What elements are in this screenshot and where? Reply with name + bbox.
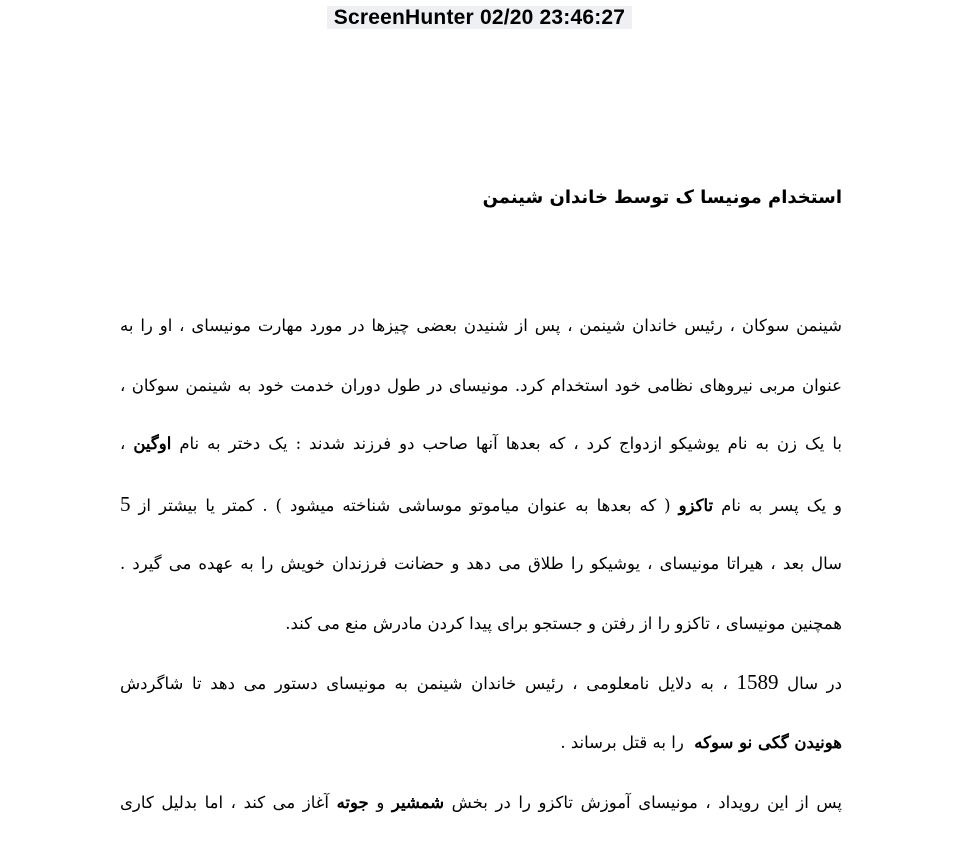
document-page [120,0,842,843]
paragraph-line-3 [120,427,842,461]
number-five: 5 [120,492,131,516]
line-4-text-start: و یک پسر به نام [721,496,842,515]
line-7-text-end: ، به دلایل نامعلومی ، رئیس خاندان شینمن به مونیسای دستور می دهد تا شاگردش [120,674,728,693]
line-9-conjunction: و [376,793,385,812]
document-title: استخدام مونیسا ک توسط خاندان شینمن [482,187,842,208]
name-ogin: اوگین [133,434,172,453]
paragraph-line-2: عنوان مربی نیروهای نظامی خود استخدام کرد. مونیسای در طول دوران خدمت خود به شینمن سوکان ، [120,376,842,395]
line-4-text-middle: ( که بعدها به عنوان میاموتو موساشی شناخته میشود ) . کمتر یا بیشتر از [138,496,671,515]
paragraph-line-4 [120,487,842,523]
line-8-text: را به قتل برساند . [560,733,684,752]
name-takezo: تاکزو [678,496,714,515]
paragraph-line-9 [120,786,842,820]
paragraph-line-1: شینمن سوکان ، رئیس خاندان شینمن ، پس از شنیدن بعضی چیزها در مورد مهارت مونیسای ، او را به [120,316,842,335]
paragraph-line-7 [120,665,842,701]
line-9-text-start: پس از این رویداد ، مونیسای آموزش تاکزو را در بخش [451,793,843,812]
paragraph-line-6: همچنین مونیسای ، تاکزو را از رفتن و جستجو برای پیدا کردن مادرش منع می کند. [285,614,842,633]
name-honiden: هونیدن گکی نو سوکه [694,733,842,752]
line-7-text-start: در سال [787,674,842,693]
watermark-text: ScreenHunter 02/20 23:46:27 [327,6,632,29]
line-9-text-end: آغاز می کند ، اما بدلیل کاری [120,793,329,812]
year-1589: 1589 [736,670,779,694]
line-3-comma: ، [120,434,126,453]
line-3-text: با یک زن به نام یوشیکو ازدواج کرد ، که بعدها آنها صاحب دو فرزند شدند : یک دختر به نام [179,434,843,453]
term-shamshir: شمشیر [391,793,445,812]
term-jutte: جوته [336,793,369,812]
paragraph-line-5: سال بعد ، هیراتا مونیسای ، یوشیکو را طلاق می دهد و حضانت فرزندان خویش را به عهده می گیرد . [120,554,842,573]
paragraph-line-8 [120,726,842,760]
